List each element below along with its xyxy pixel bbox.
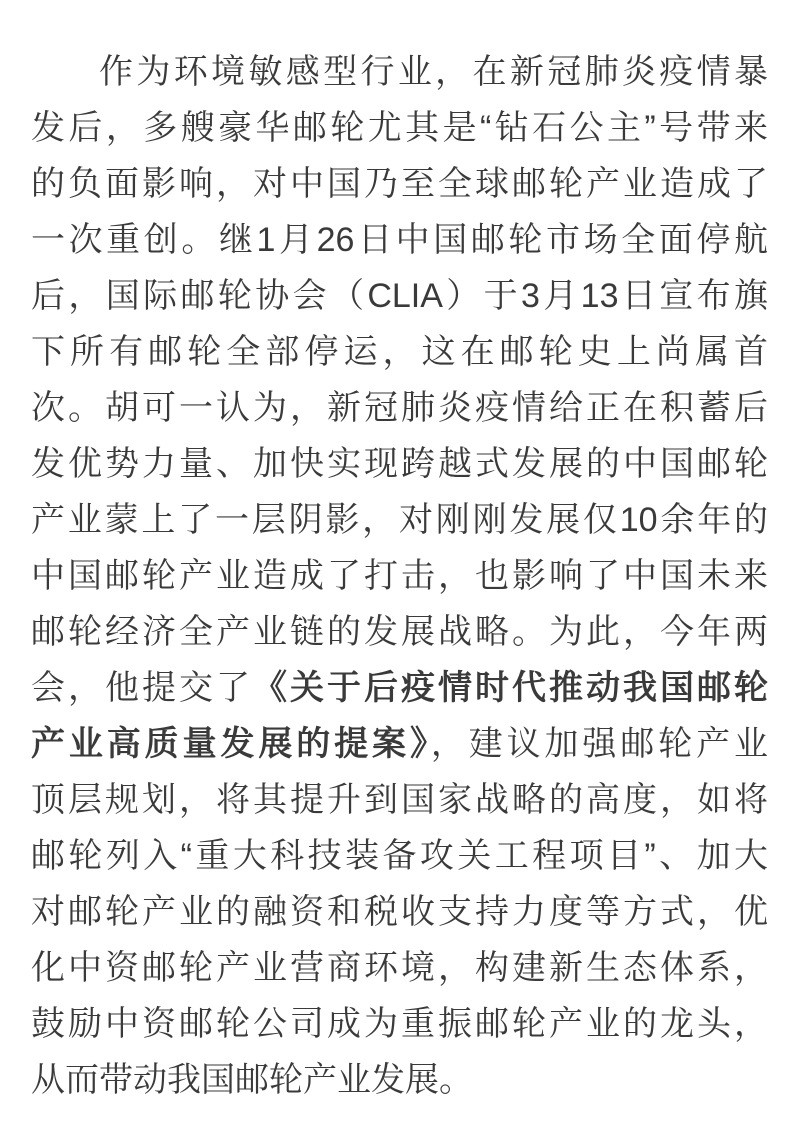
text-segment: 的负面影响，对中国乃至全球邮轮产业造成了 <box>31 165 768 203</box>
text-line <box>31 1052 768 1108</box>
text-line <box>31 212 768 268</box>
text-segment: 从而带动我国邮轮产业发展。 <box>31 1061 473 1099</box>
proposal-title-bold: 《关于后疫情时代推动我国邮轮 <box>253 669 768 707</box>
text-segment: 后，国际邮轮协会（CLIA）于3月13日宣布旗 <box>31 277 768 315</box>
text-line <box>31 156 768 212</box>
text-line <box>31 44 768 100</box>
text-segment: 邮轮经济全产业链的发展战略。为此，今年两 <box>31 613 768 651</box>
text-segment: 次。胡可一认为，新冠肺炎疫情给正在积蓄后 <box>31 389 768 427</box>
text-segment: ，建议加强邮轮产业 <box>430 725 768 763</box>
text-line <box>31 436 768 492</box>
text-line <box>31 548 768 604</box>
text-segment: 顶层规划，将其提升到国家战略的高度，如将 <box>31 781 768 819</box>
text-segment: 化中资邮轮产业营商环境，构建新生态体系， <box>31 949 768 987</box>
text-segment: 发后，多艘豪华邮轮尤其是“钻石公主”号带来 <box>31 109 768 147</box>
text-segment: 对邮轮产业的融资和税收支持力度等方式，优 <box>31 893 768 931</box>
text-segment: 鼓励中资邮轮公司成为重振邮轮产业的龙头， <box>31 1005 768 1043</box>
text-line <box>31 716 768 772</box>
text-line <box>31 100 768 156</box>
text-segment: 发优势力量、加快实现跨越式发展的中国邮轮 <box>31 445 768 483</box>
text-segment: 下所有邮轮全部停运，这在邮轮史上尚属首 <box>31 333 768 371</box>
text-line <box>31 828 768 884</box>
text-line <box>31 604 768 660</box>
text-line <box>31 660 768 716</box>
text-segment: 一次重创。继1月26日中国邮轮市场全面停航 <box>31 221 768 259</box>
text-segment: 作为环境敏感型行业，在新冠肺炎疫情暴 <box>99 53 768 91</box>
text-line <box>31 380 768 436</box>
text-segment: 邮轮列入“重大科技装备攻关工程项目”、加大 <box>31 837 768 875</box>
text-line <box>31 772 768 828</box>
text-line <box>31 492 768 548</box>
text-line <box>31 324 768 380</box>
proposal-title-bold: 产业高质量发展的提案》 <box>31 725 431 763</box>
text-line <box>31 940 768 996</box>
text-line <box>31 884 768 940</box>
text-line <box>31 268 768 324</box>
text-segment: 中国邮轮产业造成了打击，也影响了中国未来 <box>31 557 768 595</box>
text-line <box>31 996 768 1052</box>
text-segment: 会，他提交了 <box>31 669 253 707</box>
text-segment: 产业蒙上了一层阴影，对刚刚发展仅10余年的 <box>31 501 768 539</box>
